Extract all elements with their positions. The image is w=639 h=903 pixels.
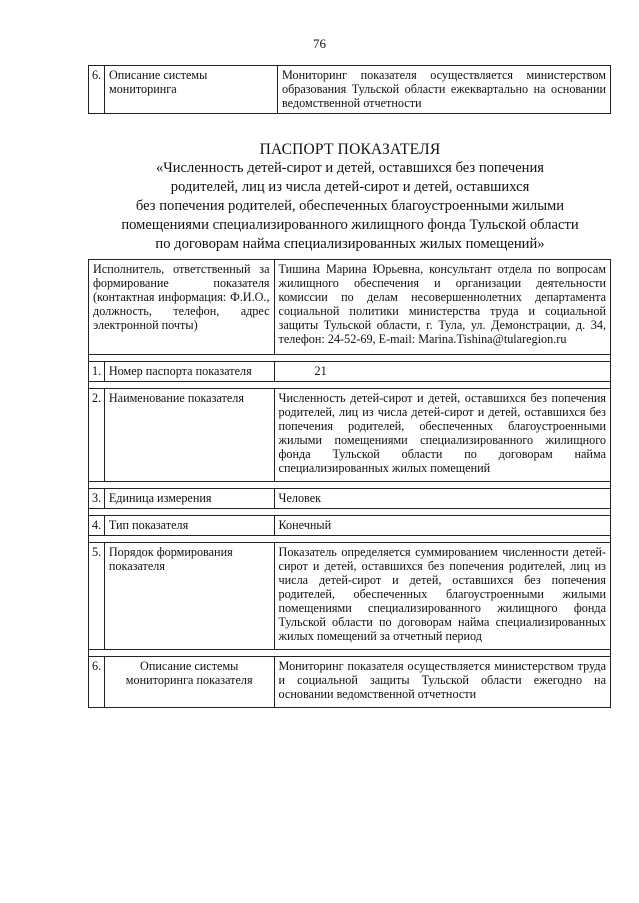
row-label: Описание системы мониторинга xyxy=(105,66,278,114)
row-number: 4. xyxy=(89,516,105,536)
row-number: 5. xyxy=(89,543,105,650)
table-row xyxy=(89,543,611,650)
continuation-table xyxy=(88,65,611,114)
table-row xyxy=(89,389,611,482)
spacer-row xyxy=(89,650,611,657)
row-value: Конечный xyxy=(274,516,610,536)
row-number: 6. xyxy=(89,657,105,708)
executor-row xyxy=(89,260,611,355)
row-label: Номер паспорта показателя xyxy=(104,362,274,382)
row-value: Мониторинг показателя осуществляется министерством образования Тульской области ежеквартально на основании ведомственной отчетности xyxy=(278,66,611,114)
row-value: Человек xyxy=(274,489,610,509)
passport-title xyxy=(60,140,639,254)
row-value: Показатель определяется суммированием численности детей-сирот и детей, оставшихся без попечения родителей, лиц из числа детей-сирот и детей, оставшихся без попечения родителей, обеспеченных благоустроенными жилыми помещениями специализированного жилищного фонда Тульской области по договорам найма специализированных жилых помещений за отчетный период xyxy=(274,543,610,650)
table-row xyxy=(89,66,611,114)
table-row xyxy=(89,516,611,536)
indicator-name-line: «Численность детей-сирот и детей, оставшихся без попечения xyxy=(155,160,545,176)
row-label: Порядок формирования показателя xyxy=(104,543,274,650)
row-label: Тип показателя xyxy=(104,516,274,536)
indicator-name-line: родителей, лиц из числа детей-сирот и детей, оставшихся xyxy=(170,179,530,195)
indicator-name-line: без попечения родителей, обеспеченных благоустроенными жилыми xyxy=(135,198,565,214)
spacer-cell xyxy=(89,536,611,543)
spacer-cell xyxy=(89,355,611,362)
row-value: 21 xyxy=(274,362,610,382)
executor-value: Тишина Марина Юрьевна, консультант отдела по вопросам жилищного обеспечения и организации деятельности комиссии по делам несовершеннолетних департамента социальной политики министерства труда и социальной защиты Тульской области, г. Тула, ул. Демонстрации, д. 34, телефон: 24-52-69, E-mail: Marina.Tishina@tularegion.ru xyxy=(274,260,610,355)
spacer-row xyxy=(89,382,611,389)
executor-label: Исполнитель, ответственный за формирование показателя (контактная информация: Ф.И.О., должность, телефон, адрес электронной почты) xyxy=(89,260,275,355)
spacer-cell xyxy=(89,482,611,489)
spacer-row xyxy=(89,536,611,543)
indicator-name-line: по договорам найма специализированных жилых помещений» xyxy=(155,236,545,252)
row-label: Наименование показателя xyxy=(104,389,274,482)
indicator-name-line: помещениями специализированного жилищного фонда Тульской области xyxy=(121,217,579,233)
spacer-cell xyxy=(89,382,611,389)
spacer-row xyxy=(89,355,611,362)
table-row xyxy=(89,362,611,382)
row-value: Мониторинг показателя осуществляется министерством труда и социальной защиты Тульской области ежегодно на основании ведомственной отчетности xyxy=(274,657,610,708)
page-number: 76 xyxy=(313,36,326,51)
row-number: 2. xyxy=(89,389,105,482)
spacer-cell xyxy=(89,509,611,516)
table-row xyxy=(89,489,611,509)
spacer-row xyxy=(89,482,611,489)
row-number: 1. xyxy=(89,362,105,382)
row-number: 6. xyxy=(89,66,105,114)
row-label: Описание системы мониторинга показателя xyxy=(104,657,274,708)
row-label: Единица измерения xyxy=(104,489,274,509)
spacer-cell xyxy=(89,650,611,657)
table-row xyxy=(89,657,611,708)
row-number: 3. xyxy=(89,489,105,509)
spacer-row xyxy=(89,509,611,516)
passport-heading: ПАСПОРТ ПОКАЗАТЕЛЯ xyxy=(259,141,441,158)
row-value: Численность детей-сирот и детей, оставшихся без попечения родителей, лиц из числа детей-сирот и детей, оставшихся без попечения родителей, обеспеченных благоустроенными жилыми помещениями специализированного жилищного фонда Тульской области по договорам найма специализированных жилых помещений xyxy=(274,389,610,482)
passport-table xyxy=(88,259,611,708)
